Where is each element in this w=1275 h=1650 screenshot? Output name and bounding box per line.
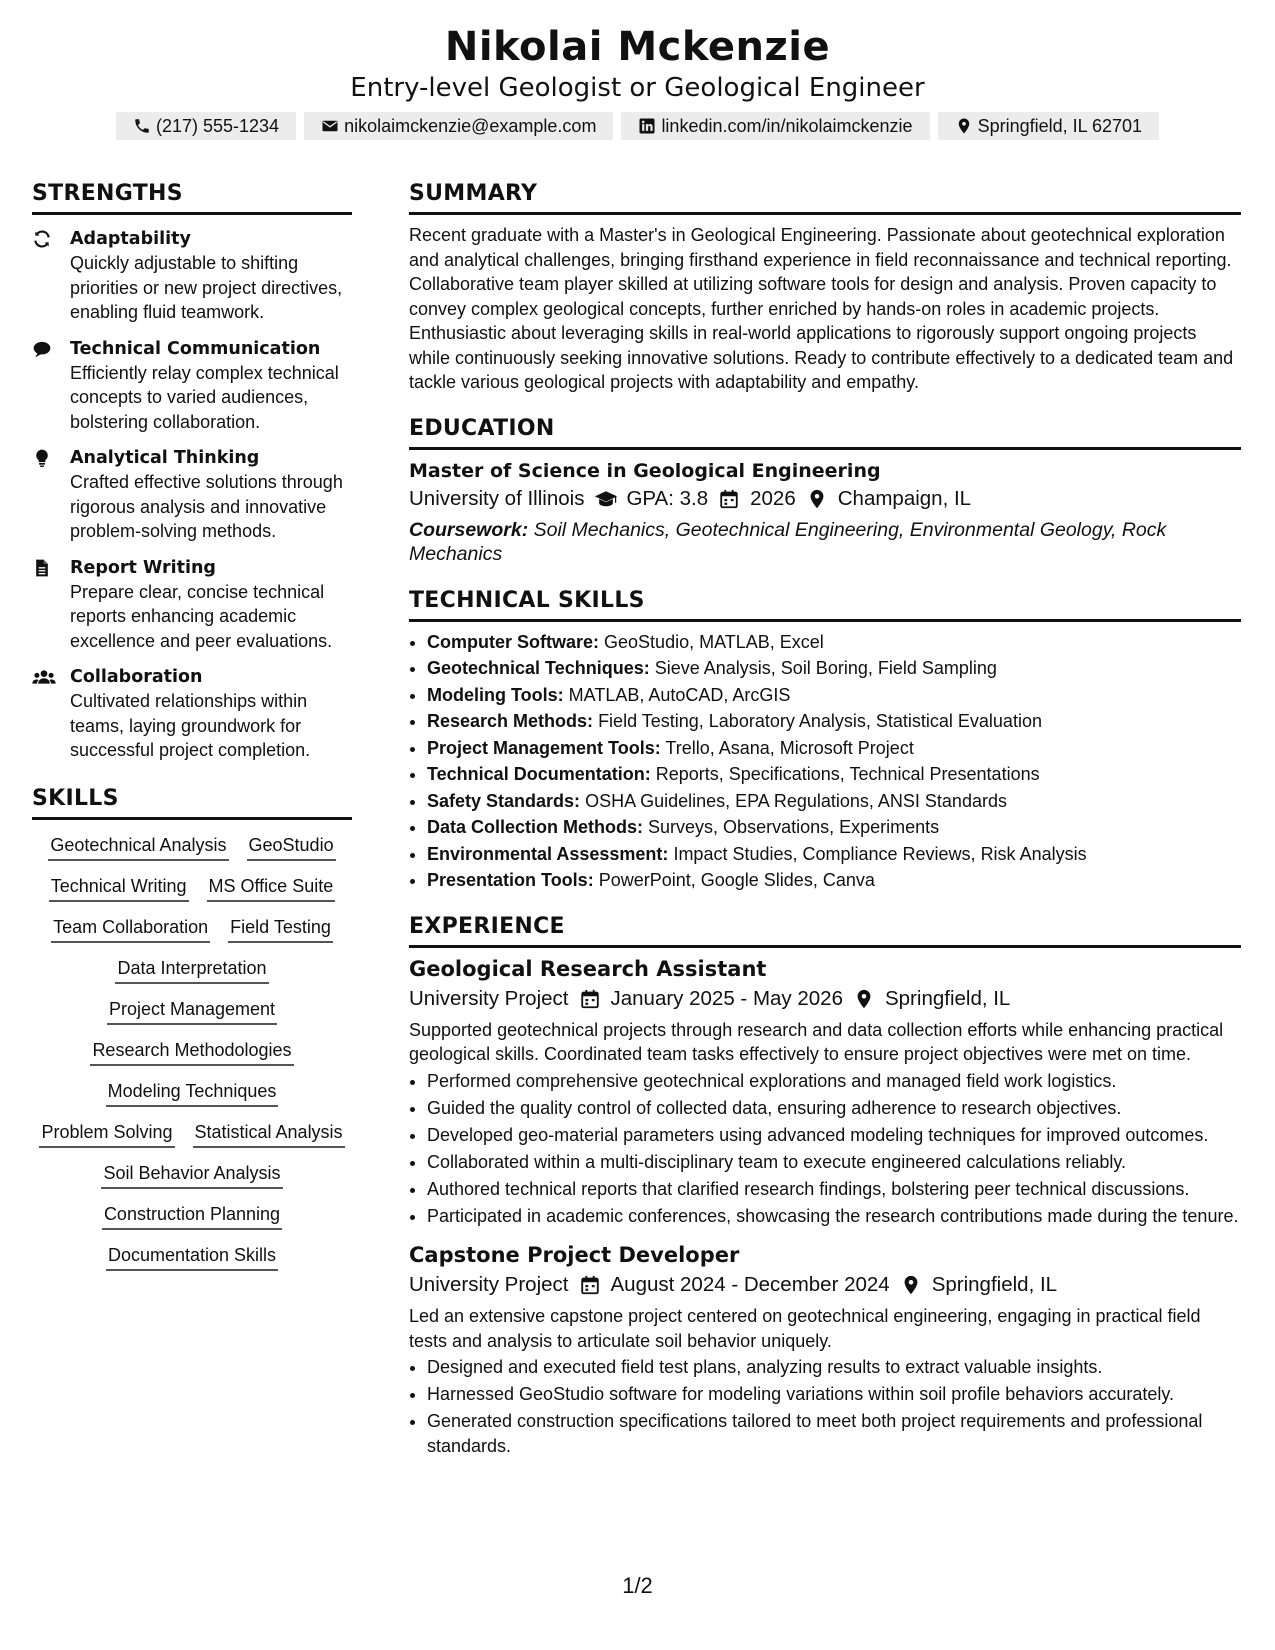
education-meta bbox=[409, 484, 1241, 514]
strength-title: Report Writing bbox=[70, 557, 216, 578]
strength-description: Crafted effective solutions through rigorous analysis and innovative problem-solving methods. bbox=[70, 472, 343, 541]
job-entry bbox=[409, 954, 1241, 1229]
list-item: • Generated construction specifications tailored to meet both project requirements and professional standards. bbox=[427, 1409, 1241, 1458]
job-bullets bbox=[409, 1355, 1241, 1458]
list-item bbox=[427, 815, 1241, 840]
list-item bbox=[427, 709, 1241, 734]
calendar-icon bbox=[579, 988, 601, 1010]
skills-heading: SKILLS bbox=[32, 783, 352, 820]
strength-description: Cultivated relationships within teams, laying groundwork for successful project completion. bbox=[70, 691, 311, 760]
graduation-year: 2026 bbox=[750, 486, 796, 510]
skill-tag: Technical Writing bbox=[49, 873, 189, 902]
contact-linkedin-text: linkedin.com/in/nikolaimckenzie bbox=[661, 116, 913, 136]
skill-tag: Statistical Analysis bbox=[193, 1119, 345, 1148]
skill-tag: Field Testing bbox=[228, 914, 333, 943]
technical-skills-section bbox=[409, 585, 1241, 893]
summary-text: Recent graduate with a Master's in Geological Engineering. Passionate about geotechnical exploration and analytical challenges, bringing firsthand experience in field reconnaissance and technical reporting. Collaborative team player skilled at utilizing software tools for design and analysis. Proven capacity to convey complex geological concepts, further enriched by hands-on roles in academic projects. Enthusiastic about leveraging skills in real-world applications to rigorously support ongoing projects while continuously seeking innovative solutions. Ready to contribute effectively to a dedicated team and tackle various geological projects with adaptability and empathy. bbox=[409, 225, 1234, 392]
coursework bbox=[409, 518, 1241, 567]
technical-skills-heading: TECHNICAL SKILLS bbox=[409, 585, 1241, 622]
skill-tag: Documentation Skills bbox=[106, 1242, 278, 1271]
skill-category: Presentation Tools: bbox=[427, 870, 594, 890]
skill-category: Project Management Tools: bbox=[427, 737, 661, 758]
calendar-icon bbox=[718, 488, 740, 510]
list-item: • Developed geo-material parameters using advanced modeling techniques for improved outcomes. bbox=[427, 1123, 1241, 1148]
contact-email[interactable] bbox=[304, 112, 613, 140]
skill-category: Computer Software: bbox=[427, 631, 600, 652]
map-pin-icon bbox=[900, 1274, 922, 1296]
skill-category: Modeling Tools: bbox=[427, 684, 564, 705]
skill-category: Data Collection Methods: bbox=[427, 817, 644, 837]
list-item: • Participated in academic conferences, showcasing the research contributions made during the tenure. bbox=[427, 1204, 1241, 1229]
skill-values: Reports, Specifications, Technical Presentations bbox=[655, 764, 1040, 784]
strength-title: Adaptability bbox=[70, 229, 191, 249]
job-location: Springfield, IL bbox=[884, 986, 1011, 1010]
list-item: • Authored technical reports that clarified research findings, bolstering peer technical discussions. bbox=[427, 1177, 1241, 1202]
list-item: • Harnessed GeoStudio software for modeling variations within soil profile behaviors accurately. bbox=[427, 1382, 1241, 1407]
experience-section bbox=[409, 911, 1241, 1459]
list-item: • Designed and executed field test plans, analyzing results to extract valuable insights. bbox=[427, 1355, 1241, 1380]
skill-category: Geotechnical Techniques: bbox=[427, 658, 650, 678]
strength-item bbox=[32, 556, 352, 654]
strength-item bbox=[32, 665, 352, 763]
lightbulb-icon bbox=[32, 446, 56, 544]
skill-category: Safety Standards: bbox=[427, 790, 581, 811]
coursework-label: Coursework: bbox=[409, 518, 529, 541]
summary-heading: SUMMARY bbox=[409, 178, 1241, 215]
skill-values: Field Testing, Laboratory Analysis, Statistical Evaluation bbox=[598, 711, 1042, 731]
list-item bbox=[427, 630, 1241, 655]
skill-tag: Data Interpretation bbox=[115, 955, 268, 984]
skill-tag: Modeling Techniques bbox=[106, 1078, 279, 1107]
job-organization: University Project bbox=[409, 986, 569, 1010]
map-pin-icon bbox=[806, 488, 828, 510]
resume-header bbox=[0, 22, 1275, 140]
skill-values: OSHA Guidelines, EPA Regulations, ANSI Standards bbox=[585, 790, 1007, 811]
job-meta bbox=[409, 1270, 1241, 1300]
job-description: Led an extensive capstone project centered on geotechnical engineering, engaging in practical field tests and analysis to articulate soil behavior uniquely. bbox=[409, 1306, 1201, 1351]
list-item bbox=[427, 736, 1241, 761]
job-title: Geological Research Assistant bbox=[409, 956, 767, 981]
coursework-list: Soil Mechanics, Geotechnical Engineering, Environmental Geology, Rock Mechanics bbox=[409, 518, 1167, 565]
job-location: Springfield, IL bbox=[931, 1273, 1058, 1296]
school-location: Champaign, IL bbox=[837, 486, 972, 510]
contact-location-text: Springfield, IL 62701 bbox=[977, 116, 1143, 136]
strength-title: Technical Communication bbox=[70, 338, 321, 359]
job-bullets bbox=[409, 1069, 1241, 1229]
job-dates: January 2025 - May 2026 bbox=[610, 986, 843, 1010]
skill-tag: Construction Planning bbox=[102, 1201, 282, 1230]
skill-tag: Project Management bbox=[107, 996, 277, 1025]
list-item bbox=[427, 683, 1241, 708]
job-meta bbox=[409, 984, 1241, 1014]
gpa: GPA: 3.8 bbox=[626, 486, 709, 510]
technical-skills-list bbox=[409, 630, 1241, 893]
comment-icon bbox=[32, 337, 56, 435]
users-icon bbox=[32, 665, 56, 763]
right-column bbox=[409, 178, 1241, 1470]
list-item: • Performed comprehensive geotechnical explorations and managed field work logistics. bbox=[427, 1069, 1241, 1094]
degree-title: Master of Science in Geological Engineering bbox=[409, 459, 881, 482]
strength-item bbox=[32, 227, 352, 325]
skill-tag: GeoStudio bbox=[247, 832, 336, 861]
map-pin-icon bbox=[955, 117, 973, 135]
skill-values: Surveys, Observations, Experiments bbox=[648, 817, 940, 837]
list-item bbox=[427, 789, 1241, 814]
education-section bbox=[409, 413, 1241, 567]
contact-phone[interactable] bbox=[116, 112, 296, 140]
document-icon bbox=[32, 556, 56, 654]
envelope-icon bbox=[321, 117, 339, 135]
linkedin-icon bbox=[638, 117, 656, 135]
left-column bbox=[32, 178, 352, 1271]
strength-item bbox=[32, 446, 352, 544]
skill-category: Research Methods: bbox=[427, 711, 594, 731]
page-number: 1/2 bbox=[622, 1573, 653, 1598]
experience-heading: EXPERIENCE bbox=[409, 911, 1241, 948]
skill-values: PowerPoint, Google Slides, Canva bbox=[598, 870, 875, 890]
phone-icon bbox=[133, 117, 151, 135]
list-item bbox=[427, 868, 1241, 893]
strength-description: Efficiently relay complex technical concepts to varied audiences, bolstering collaboration. bbox=[70, 362, 339, 432]
skill-values: MATLAB, AutoCAD, ArcGIS bbox=[568, 684, 791, 705]
skill-tag: Geotechnical Analysis bbox=[48, 832, 228, 861]
contact-bar bbox=[0, 112, 1275, 140]
strength-item bbox=[32, 337, 352, 435]
list-item bbox=[427, 842, 1241, 867]
job-title: Capstone Project Developer bbox=[409, 1243, 740, 1267]
list-item: • Guided the quality control of collected data, ensuring adherence to research objectives. bbox=[427, 1096, 1241, 1121]
list-item bbox=[427, 656, 1241, 681]
strength-description: Prepare clear, concise technical reports enhancing academic excellence and peer evaluations. bbox=[70, 581, 333, 651]
contact-phone-text: (217) 555-1234 bbox=[155, 116, 280, 136]
list-item: • Collaborated within a multi-disciplinary team to execute engineered calculations reliably. bbox=[427, 1150, 1241, 1175]
skill-values: GeoStudio, MATLAB, Excel bbox=[604, 631, 824, 652]
sync-icon bbox=[32, 227, 56, 325]
calendar-icon bbox=[579, 1274, 601, 1296]
strength-description: Quickly adjustable to shifting priorities or new project directives, enabling fluid teamwork. bbox=[70, 253, 343, 322]
job-entry bbox=[409, 1240, 1241, 1458]
skill-values: Sieve Analysis, Soil Boring, Field Sampling bbox=[654, 658, 997, 678]
map-pin-icon bbox=[853, 988, 875, 1010]
skill-tag: Problem Solving bbox=[39, 1119, 174, 1148]
list-item bbox=[427, 762, 1241, 787]
skill-values: Trello, Asana, Microsoft Project bbox=[665, 737, 914, 758]
school-name: University of Illinois bbox=[409, 486, 585, 510]
skill-values: Impact Studies, Compliance Reviews, Risk Analysis bbox=[673, 843, 1087, 864]
strengths-heading: STRENGTHS bbox=[32, 178, 352, 215]
skill-tag: Soil Behavior Analysis bbox=[101, 1160, 282, 1189]
strength-title: Analytical Thinking bbox=[70, 448, 260, 468]
skills-tag-list bbox=[32, 832, 352, 1271]
skill-tag: Team Collaboration bbox=[51, 914, 210, 943]
job-description: Supported geotechnical projects through research and data collection efforts while enhancing practical geological skills. Coordinated team tasks effectively to ensure project objectives were met on time. bbox=[409, 1019, 1224, 1064]
candidate-name: Nikolai Mckenzie bbox=[444, 24, 831, 70]
skill-category: Environmental Assessment: bbox=[427, 843, 669, 864]
education-heading: EDUCATION bbox=[409, 413, 1241, 450]
contact-linkedin[interactable] bbox=[621, 112, 929, 140]
strengths-list bbox=[32, 227, 352, 763]
skill-category: Technical Documentation: bbox=[427, 764, 651, 784]
skill-tag: MS Office Suite bbox=[207, 873, 336, 902]
job-organization: University Project bbox=[409, 1273, 569, 1296]
candidate-role: Entry-level Geologist or Geological Engineer bbox=[350, 73, 925, 103]
contact-email-text: nikolaimckenzie@example.com bbox=[344, 116, 597, 136]
strength-title: Collaboration bbox=[70, 667, 203, 687]
contact-location bbox=[938, 112, 1159, 140]
job-dates: August 2024 - December 2024 bbox=[610, 1273, 890, 1296]
skill-tag: Research Methodologies bbox=[90, 1037, 293, 1066]
graduation-cap-icon bbox=[594, 488, 616, 510]
